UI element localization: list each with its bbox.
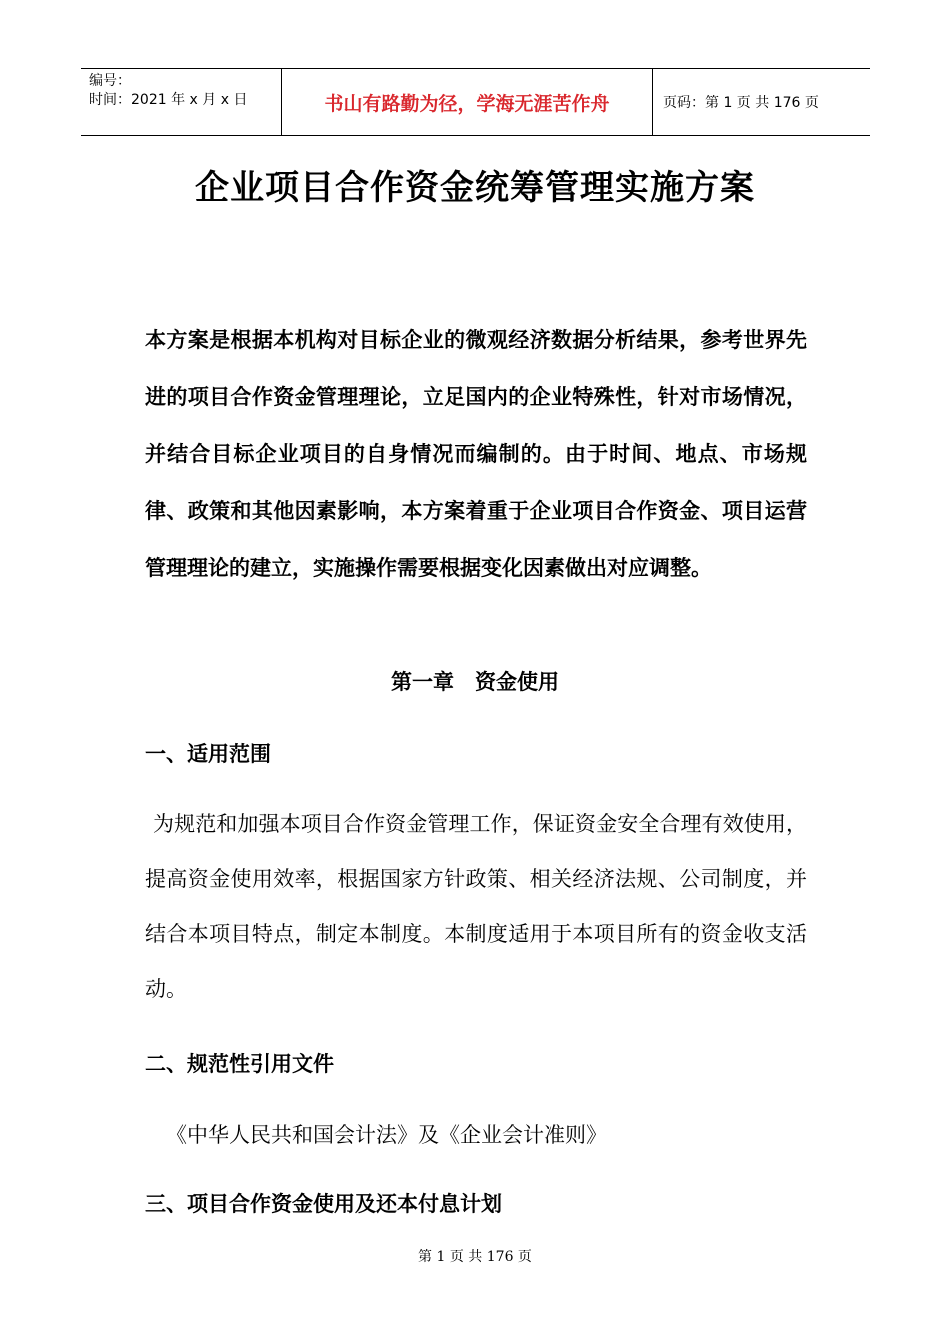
section-body-scope: 为规范和加强本项目合作资金管理工作，保证资金安全合理有效使用，提高资金使用效率，根据国家方针政策、相关经济法规、公司制度，并结合本项目特点，制定本制度。本制度适用于本项目所有的资金收支活动。 [145, 812, 807, 1001]
footer-page-number: 第 1 页 共 176 页 [418, 1249, 532, 1265]
section-body-references: 《中华人民共和国会计法》及《企业会计准则》 [166, 1123, 607, 1147]
header-table [81, 68, 870, 136]
section-heading-references: 二、规范性引用文件 [145, 1052, 334, 1076]
header-motto: 书山有路勤为径，学海无涯苦作舟 [281, 69, 653, 135]
intro-paragraph: 本方案是根据本机构对目标企业的微观经济数据分析结果，参考世界先进的项目合作资金管理理论，立足国内的企业特殊性，针对市场情况，并结合目标企业项目的自身情况而编制的。由于时间、地点、市场规律、政策和其他因素影响，本方案着重于企业项目合作资金、项目运营管理理论的建立，实施操作需要根据变化因素做出对应调整。 [145, 328, 807, 580]
header-meta [81, 69, 281, 135]
chapter-heading: 第一章 资金使用 [391, 670, 559, 694]
section-heading-repayment-plan: 三、项目合作资金使用及还本付息计划 [145, 1192, 502, 1216]
header-page-info: 页码：第 1 页 共 176 页 [663, 95, 819, 111]
section-heading-scope: 一、适用范围 [145, 742, 271, 766]
code-label: 编号： [89, 73, 131, 89]
document-title: 企业项目合作资金统筹管理实施方案 [195, 168, 755, 208]
time-label: 时间：2021 年 x 月 x 日 [89, 92, 248, 108]
